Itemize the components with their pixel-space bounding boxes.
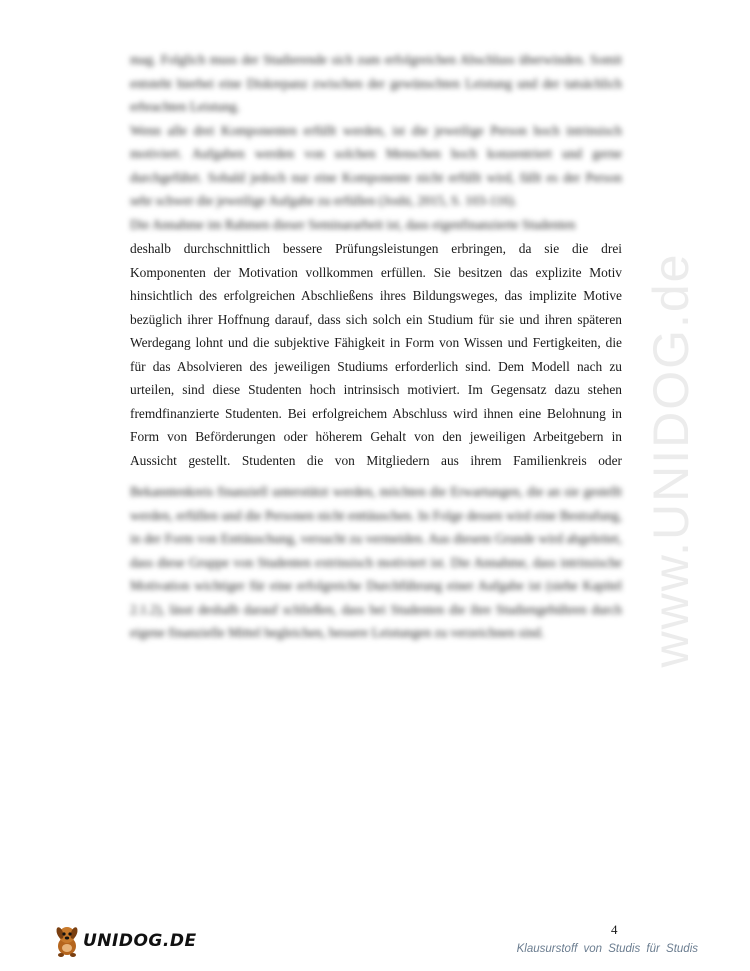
blurred-preview-bottom: [130, 480, 622, 645]
blurred-paragraph: mag. Folglich muss der Studierende sich zum erfolgreichen Abschluss überwinden. Somit entsteht hierbei eine Diskrepanz zwischen der gewünschten Leistung und der tatsächlich erbrachten Leistung.: [130, 52, 622, 114]
page-number: 4: [611, 922, 618, 937]
footer-slogan: Klausurstoff von Studis für Studis: [516, 943, 698, 955]
text-line: hinsichtlich des erfolgreichen Abschließens ihres Bildungsweges, das implizite Motive: [130, 288, 622, 303]
watermark: [636, 240, 706, 680]
text-line: für das Absolvieren des jeweiligen Studiums erforderlich sind. Dem Modell nach zu: [130, 358, 622, 374]
text-line: bezüglich ihrer Hoffnung darauf, dass sich solch ein Studium für sie und ihren späteren: [130, 311, 622, 327]
blurred-preview-top: [130, 48, 622, 236]
visible-text-passage: [130, 237, 622, 472]
footer-logo: [52, 924, 197, 958]
text-line: Form von Beförderungen oder höherem Gehalt von den jeweiligen Arbeitgebern in: [130, 429, 622, 444]
logo-text: UNIDOG.DE: [83, 931, 197, 951]
watermark-text: www.UNIDOG.de: [643, 252, 699, 668]
blurred-paragraph: Wenn alle drei Komponenten erfüllt werden, ist die jeweilige Person hoch intrinsisch motiviert. Aufgaben werden von solchen Menschen hoch konzentriert und gerne durchgeführt. Sobald jedoch nur eine Komponente nicht erfüllt wird, fällt es der Person sehr schwer die jeweilige Aufgabe zu erfüllen (Joshi, 2015, S. 103-116).: [130, 122, 622, 208]
text-line: Komponenten der Motivation vollkommen erfüllen. Sie besitzen das explizite Motiv: [130, 264, 622, 280]
dog-mascot-icon: [52, 924, 82, 958]
text-line: urteilen, sind diese Studenten hoch intrinsisch motiviert. Im Gegensatz dazu stehen: [130, 382, 622, 397]
text-line: deshalb durchschnittlich bessere Prüfungsleistungen erbringen, da sie die drei: [130, 241, 622, 256]
blurred-paragraph: Bekanntenkreis finanziell unterstützt werden, möchten die Erwartungen, die an sie gestellt werden, erfüllen und die Personen nicht enttäuschen. In Folge dessen wird eine Bestrafung, in der Form von Enttäuschung, versucht zu vermeiden. Aus diesem Grunde wird abgeleitet, dass diese Gruppe von Studenten extrinsisch motiviert ist. Die Annahme, dass intrinsische Motivation wichtiger für eine erfolgreiche Durchführung einer Aufgabe ist (siehe Kapitel 2.1.2), lässt deshalb darauf schließen, dass bei Studenten die ihre Studiengebühren durch eigene finanzielle Mittel begleichen, bessere Leistungen zu verzeichnen sind.: [130, 484, 622, 640]
text-line: fremdfinanzierte Studenten. Bei erfolgreichem Abschluss wird ihnen eine Belohnung in: [130, 405, 622, 421]
blurred-paragraph: Die Annahme im Rahmen dieser Seminararbeit ist, dass eigenfinanzierte Studenten: [130, 216, 576, 232]
text-line: Werdegang lohnt und die subjektive Fähigkeit in Form von Wissen und Fertigkeiten, die: [130, 335, 622, 350]
text-line: Aussicht gestellt. Studenten die von Mitgliedern aus ihrem Familienkreis oder: [130, 452, 622, 468]
